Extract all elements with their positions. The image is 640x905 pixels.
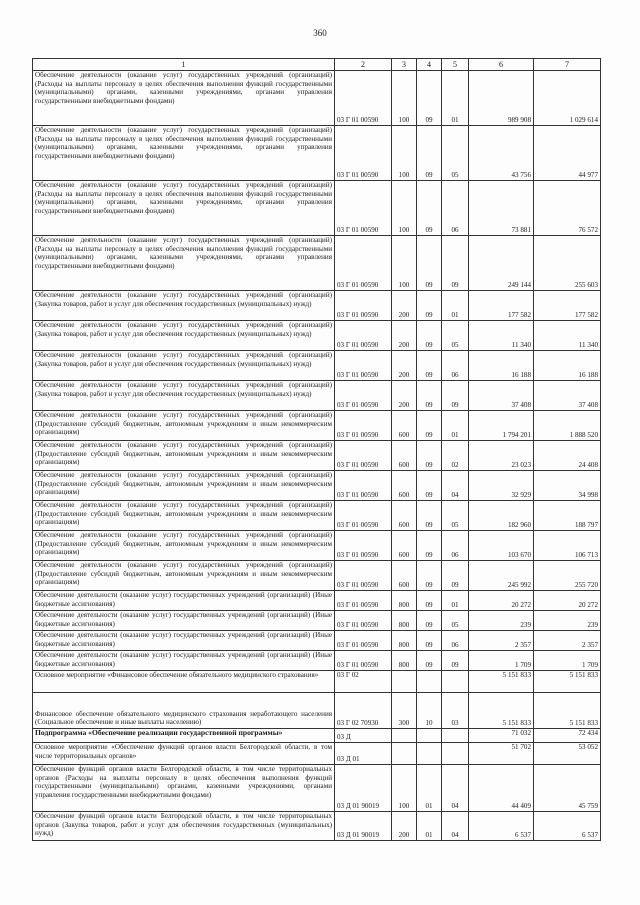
section-code: 09 [417,531,442,561]
amount-year-1: 23 023 [469,441,534,471]
target-code: 03 Г 01 00590 [335,441,392,471]
amount-year-2: 53 052 [534,743,601,765]
amount-year-1: 16 188 [469,351,534,381]
amount-year-1: 43 756 [469,126,534,181]
expense-description: Обеспечение деятельности (оказание услуг) государственных учреждений (организаций) (Расходы на выплаты персоналу в целях обеспечения выполнения функций государственными (муниципальными) органами, казенными учреждениями, органами управления государственными внебюджетными фондами) [33,181,335,236]
column-header: 5 [442,59,469,71]
subsection-code: 05 [442,321,469,351]
section-code: 09 [417,501,442,531]
amount-year-1: 177 582 [469,291,534,321]
amount-year-2: 45 759 [534,765,601,812]
expense-description: Обеспечение деятельности (оказание услуг) государственных учреждений (организаций) (Закупка товаров, работ и услуг для обеспечения государственных (муниципальных) нужд) [33,321,335,351]
amount-year-2: 1 029 614 [534,71,601,126]
section-code: 09 [417,236,442,291]
table-row [33,236,601,291]
table-row [33,743,601,765]
expense-type: 100 [392,181,417,236]
subsection-code: 05 [442,501,469,531]
subsection-code [442,743,469,765]
expense-description: Обеспечение деятельности (оказание услуг) государственных учреждений (организаций) (Расходы на выплаты персоналу в целях обеспечения выполнения функций государственными (муниципальными) органами, казенными учреждениями, органами управления государственными внебюджетными фондами) [33,71,335,126]
target-code: 03 Д 01 [335,743,392,765]
subsection-code: 03 [442,693,469,729]
section-code: 09 [417,441,442,471]
table-row [33,321,601,351]
amount-year-1: 1 709 [469,651,534,671]
table-row [33,501,601,531]
subsection-code: 06 [442,351,469,381]
page-number: 360 [313,28,327,38]
amount-year-2: 106 713 [534,531,601,561]
table-row [33,729,601,743]
amount-year-2: 188 797 [534,501,601,531]
amount-year-1: 51 702 [469,743,534,765]
subsection-code: 06 [442,531,469,561]
expense-description: Обеспечение деятельности (оказание услуг) государственных учреждений (организаций) (Иные бюджетные ассигнования) [33,631,335,651]
table-row [33,71,601,126]
amount-year-1: 73 881 [469,181,534,236]
expense-type: 800 [392,611,417,631]
column-header: 7 [534,59,601,71]
amount-year-2: 72 434 [534,729,601,743]
section-code [417,671,442,693]
expense-type: 600 [392,471,417,501]
amount-year-2: 16 188 [534,351,601,381]
amount-year-1: 103 670 [469,531,534,561]
expense-description: Обеспечение деятельности (оказание услуг) государственных учреждений (организаций) (Закупка товаров, работ и услуг для обеспечения государственных (муниципальных) нужд) [33,351,335,381]
subsection-code: 04 [442,812,469,841]
expense-description: Обеспечение деятельности (оказание услуг) государственных учреждений (организаций) (Расходы на выплаты персоналу в целях обеспечения выполнения функций государственными (муниципальными) органами, казенными учреждениями, органами управления государственными внебюджетными фондами) [33,126,335,181]
expense-type: 600 [392,531,417,561]
section-code: 09 [417,561,442,591]
column-header: 6 [469,59,534,71]
expense-description: Обеспечение деятельности (оказание услуг) государственных учреждений (организаций) (Предоставление субсидий бюджетным, автономным учреждениям и иным некоммерческим организациям) [33,411,335,441]
subsection-code [442,671,469,693]
expense-description: Обеспечение деятельности (оказание услуг) государственных учреждений (организаций) (Предоставление субсидий бюджетным, автономным учреждениям и иным некоммерческим организациям) [33,501,335,531]
expense-description: Основное мероприятие «Финансовое обеспечение обязательного медицинского страхования» [33,671,335,693]
table-row [33,351,601,381]
target-code: 03 Г 01 00590 [335,181,392,236]
table-row [33,631,601,651]
target-code: 03 Г 01 00590 [335,351,392,381]
section-code: 09 [417,591,442,611]
table-row [33,812,601,841]
amount-year-1: 37 408 [469,381,534,411]
expense-type: 600 [392,411,417,441]
target-code: 03 Г 01 00590 [335,321,392,351]
table-row [33,671,601,693]
expense-description: Обеспечение деятельности (оказание услуг) государственных учреждений (организаций) (Закупка товаров, работ и услуг для обеспечения государственных (муниципальных) нужд) [33,291,335,321]
amount-year-2: 34 998 [534,471,601,501]
amount-year-2: 44 977 [534,126,601,181]
expense-description: Обеспечение деятельности (оказание услуг) государственных учреждений (организаций) (Предоставление субсидий бюджетным, автономным учреждениям и иным некоммерческим организациям) [33,561,335,591]
expense-description: Обеспечение деятельности (оказание услуг) государственных учреждений (организаций) (Предоставление субсидий бюджетным, автономным учреждениям и иным некоммерческим организациям) [33,471,335,501]
expense-type: 800 [392,651,417,671]
subsection-code: 04 [442,765,469,812]
subsection-code: 02 [442,441,469,471]
amount-year-1: 6 537 [469,812,534,841]
section-code: 09 [417,181,442,236]
amount-year-1: 5 151 833 [469,671,534,693]
target-code: 03 Г 01 00590 [335,561,392,591]
section-code: 01 [417,765,442,812]
section-code: 10 [417,693,442,729]
target-code: 03 Г 01 00590 [335,501,392,531]
column-header: 3 [392,59,417,71]
column-header: 1 [33,59,335,71]
target-code: 03 Г 02 70930 [335,693,392,729]
expense-description: Финансовое обеспечение обязательного медицинского страхования неработающего населения (Социальное обеспечение и иные выплаты населению) [33,693,335,729]
amount-year-2: 11 340 [534,321,601,351]
expense-type: 200 [392,291,417,321]
expense-type: 600 [392,561,417,591]
subprogram-title: Подпрограмма «Обеспечение реализации государственной программы» [33,729,335,743]
table-row [33,693,601,729]
section-code: 09 [417,411,442,441]
subsection-code: 09 [442,236,469,291]
target-code: 03 Г 01 00590 [335,291,392,321]
expense-type: 200 [392,351,417,381]
amount-year-1: 989 908 [469,71,534,126]
target-code: 03 Г 01 00590 [335,71,392,126]
section-code: 09 [417,291,442,321]
target-code: 03 Г 02 [335,671,392,693]
amount-year-2: 24 408 [534,441,601,471]
target-code: 03 Д [335,729,392,743]
table-row [33,381,601,411]
amount-year-2: 255 603 [534,236,601,291]
expense-description: Обеспечение функций органов власти Белгородской области, в том числе территориальных органов (Закупка товаров, работ и услуг для обеспечения государственных (муниципальных) нужд) [33,812,335,841]
table-row [33,651,601,671]
target-code: 03 Г 01 00590 [335,471,392,501]
subsection-code: 09 [442,561,469,591]
target-code: 03 Г 01 00590 [335,651,392,671]
section-code [417,743,442,765]
amount-year-1: 2 357 [469,631,534,651]
expense-description: Основное мероприятие «Обеспечение функций органов власти Белгородской области, в том числе территориальных органов» [33,743,335,765]
section-code [417,729,442,743]
expense-description: Обеспечение деятельности (оказание услуг) государственных учреждений (организаций) (Предоставление субсидий бюджетным, автономным учреждениям и иным некоммерческим организациям) [33,441,335,471]
expense-description: Обеспечение деятельности (оказание услуг) государственных учреждений (организаций) (Иные бюджетные ассигнования) [33,651,335,671]
amount-year-2: 6 537 [534,812,601,841]
expense-description: Обеспечение функций органов власти Белгородской области, в том числе территориальных органов (Расходы на выплаты персоналу в целях обеспечения выполнения функций государственными (муниципальными) органами, казенными учреждениями, органами управления государственными внебюджетными фондами) [33,765,335,812]
amount-year-1: 239 [469,611,534,631]
target-code: 03 Г 01 00590 [335,411,392,441]
amount-year-2: 37 408 [534,381,601,411]
section-code: 09 [417,71,442,126]
subsection-code: 05 [442,611,469,631]
section-code: 09 [417,381,442,411]
amount-year-1: 1 794 201 [469,411,534,441]
amount-year-2: 76 572 [534,181,601,236]
amount-year-1: 71 032 [469,729,534,743]
section-code: 09 [417,126,442,181]
expense-description: Обеспечение деятельности (оказание услуг) государственных учреждений (организаций) (Закупка товаров, работ и услуг для обеспечения государственных (муниципальных) нужд) [33,381,335,411]
expense-type: 100 [392,236,417,291]
amount-year-2: 5 151 833 [534,693,601,729]
target-code: 03 Д 01 90019 [335,765,392,812]
section-code: 01 [417,812,442,841]
subsection-code: 01 [442,591,469,611]
target-code: 03 Г 01 00590 [335,126,392,181]
expense-type: 800 [392,591,417,611]
target-code: 03 Г 01 00590 [335,531,392,561]
header-row [33,59,601,71]
section-code: 09 [417,631,442,651]
subsection-code: 01 [442,411,469,441]
section-code: 09 [417,611,442,631]
expense-description: Обеспечение деятельности (оказание услуг) государственных учреждений (организаций) (Иные бюджетные ассигнования) [33,591,335,611]
subsection-code: 01 [442,71,469,126]
amount-year-1: 32 929 [469,471,534,501]
table-row [33,765,601,812]
amount-year-2: 2 357 [534,631,601,651]
amount-year-2: 1 709 [534,651,601,671]
subsection-code: 01 [442,291,469,321]
column-header: 4 [417,59,442,71]
expense-type: 100 [392,126,417,181]
table-row [33,591,601,611]
subsection-code: 05 [442,126,469,181]
expense-type [392,729,417,743]
target-code: 03 Г 01 00590 [335,591,392,611]
amount-year-2: 239 [534,611,601,631]
subsection-code: 06 [442,631,469,651]
subsection-code: 09 [442,381,469,411]
target-code: 03 Г 01 00590 [335,611,392,631]
subsection-code: 06 [442,181,469,236]
expense-type [392,671,417,693]
section-code: 09 [417,651,442,671]
table-row [33,561,601,591]
expense-description: Обеспечение деятельности (оказание услуг) государственных учреждений (организаций) (Иные бюджетные ассигнования) [33,611,335,631]
expense-type: 600 [392,441,417,471]
column-header: 2 [335,59,392,71]
amount-year-2: 255 720 [534,561,601,591]
table-row [33,611,601,631]
amount-year-1: 11 340 [469,321,534,351]
table-row [33,471,601,501]
table-row [33,411,601,441]
subsection-code: 04 [442,471,469,501]
expense-type: 200 [392,812,417,841]
section-code: 09 [417,321,442,351]
section-code: 09 [417,351,442,381]
amount-year-1: 249 144 [469,236,534,291]
subsection-code: 09 [442,651,469,671]
expense-description: Обеспечение деятельности (оказание услуг) государственных учреждений (организаций) (Расходы на выплаты персоналу в целях обеспечения выполнения функций государственными (муниципальными) органами, казенными учреждениями, органами управления государственными внебюджетными фондами) [33,236,335,291]
target-code: 03 Д 01 90019 [335,812,392,841]
amount-year-2: 20 272 [534,591,601,611]
table-row [33,441,601,471]
subsection-code [442,729,469,743]
expense-type: 100 [392,765,417,812]
amount-year-1: 44 409 [469,765,534,812]
table-row [33,181,601,236]
expense-type: 200 [392,321,417,351]
expense-type [392,743,417,765]
expense-description: Обеспечение деятельности (оказание услуг) государственных учреждений (организаций) (Предоставление субсидий бюджетным, автономным учреждениям и иным некоммерческим организациям) [33,531,335,561]
table-row [33,531,601,561]
expense-type: 100 [392,71,417,126]
target-code: 03 Г 01 00590 [335,381,392,411]
budget-table [32,58,601,841]
amount-year-1: 20 272 [469,591,534,611]
table-row [33,291,601,321]
section-code: 09 [417,471,442,501]
amount-year-1: 182 960 [469,501,534,531]
expense-type: 800 [392,631,417,651]
expense-type: 200 [392,381,417,411]
amount-year-2: 5 151 833 [534,671,601,693]
target-code: 03 Г 01 00590 [335,236,392,291]
expense-type: 600 [392,501,417,531]
table-row [33,126,601,181]
amount-year-2: 177 582 [534,291,601,321]
expense-type: 300 [392,693,417,729]
amount-year-1: 5 151 833 [469,693,534,729]
amount-year-2: 1 888 520 [534,411,601,441]
target-code: 03 Г 01 00590 [335,631,392,651]
amount-year-1: 245 992 [469,561,534,591]
